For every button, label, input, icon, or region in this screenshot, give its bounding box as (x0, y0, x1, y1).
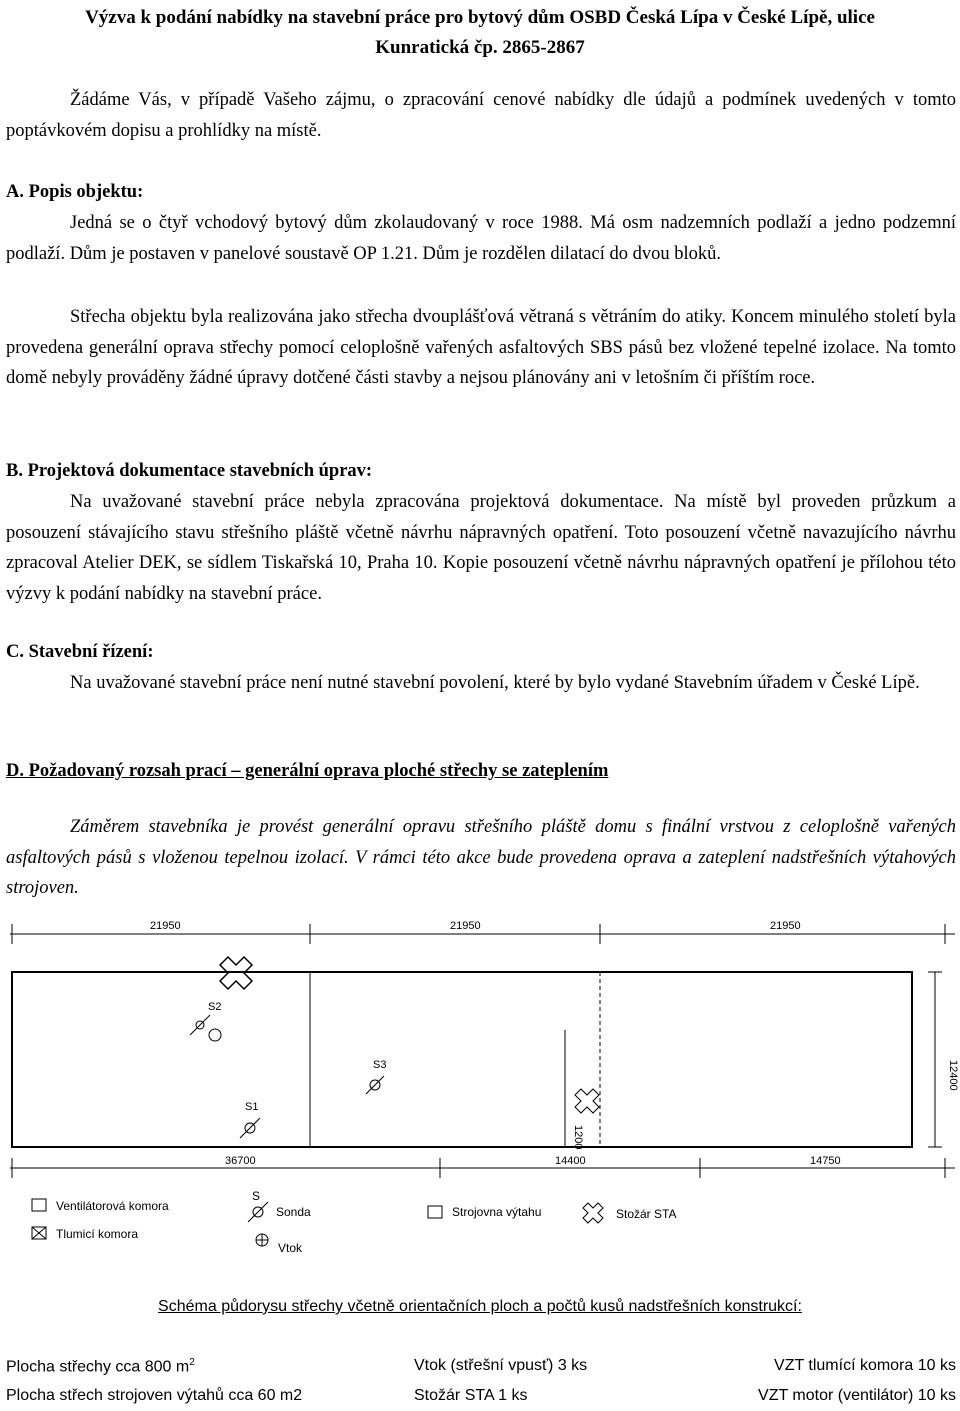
legend-s-letter: S (252, 1189, 261, 1203)
elevator-roof-area: Plocha střech strojoven výtahů cca 60 m2 (6, 1387, 303, 1404)
section-a-heading: A. Popis objektu: (6, 182, 144, 202)
dim-right: 12400 (947, 1060, 959, 1091)
drain-count: Vtok (střešní vpusť) 3 ks (414, 1357, 588, 1374)
section-c-paragraph: Na uvažované stavební práce není nutné stavební povolení, které by bylo vydané Stavebním úřadem v České Lípě. (70, 673, 920, 693)
dim-top-3: 21950 (770, 920, 801, 932)
section-d-paragraph: Záměrem stavebníka je provést generální opravu střešního pláště domu s finální vrstvou z celoplošně vařených asfaltových pásů s vloženou tepelnou izolací. V rámci této akce bude provedena oprava a zateplení nadstřešních výtahových strojoven. (6, 817, 956, 898)
probe-s1-label: S1 (245, 1101, 259, 1113)
section-a-paragraph-2: Střecha objektu byla realizována jako střecha dvouplášťová větraná s větráním do atiky. Koncem minulého století byla provedena generální oprava střechy pomocí celoplošně vařených asfaltových SBS pásů bez vložené tepelné izolace. Na tomto domě nebyly prováděny žádné úpravy dotčené části stavby a nejsou plánovány ani v letošním či příštím roce. (6, 307, 956, 388)
dim-bottom-3: 14750 (810, 1155, 841, 1167)
strojovna-legend-icon (428, 1206, 442, 1218)
drain-marker-1 (209, 1029, 221, 1041)
document-title (0, 3, 960, 63)
stozar-symbol-plan (575, 1089, 599, 1113)
roof-area-text (6, 1357, 195, 1376)
roof-area-unit-sup: 2 (189, 1357, 195, 1368)
section-b-paragraph: Na uvažované stavební práce nebyla zpracována projektová dokumentace. Na místě byl proveden průzkum a posouzení stávajícího stavu střešního pláště včetně návrhu nápravných opatření. Toto posouzení včetně navazujícího návrhu zpracoval Atelier DEK, se sídlem Tiskařská 10, Praha 10. Kopie posouzení včetně návrhu nápravných opatření je přílohou této výzvy k podání nabídky na stavební práce. (6, 492, 956, 604)
probe-s2-label: S2 (208, 1001, 222, 1013)
legend-stozar: Stožár STA (616, 1207, 677, 1221)
vzt-motor-count: VZT motor (ventilátor) 10 ks (758, 1387, 956, 1404)
ventilator-legend-icon (32, 1199, 46, 1211)
intro-paragraph: Žádáme Vás, v případě Vašeho zájmu, o zpracování cenové nabídky dle údajů a podmínek uvedených v tomto poptávkovém dopisu a prohlídky na místě. (6, 90, 956, 141)
drawing-caption: Schéma půdorysu střechy včetně orientačních ploch a počtů kusů nadstřešních konstrukcí: (158, 1298, 802, 1315)
title-line-1: Výzva k podání nabídky na stavební práce pro bytový dům OSBD Česká Lípa v České Lípě, ulice (85, 7, 875, 28)
building-outline (12, 972, 912, 1150)
sta-mast-count: Stožár STA 1 ks (414, 1387, 528, 1404)
title-line-2: Kunratická čp. 2865-2867 (375, 37, 585, 58)
section-a-paragraph-1: Jedná se o čtyř vchodový bytový dům zkolaudovaný v roce 1988. Má osm nadzemních podlaží a jedno podzemní podlaží. Dům je postaven v panelové soustavě OP 1.21. Dům je rozdělen dilatací do dvou bloků. (6, 213, 956, 264)
roof-plan-drawing (0, 910, 960, 1260)
section-c-heading: C. Stavební řízení: (6, 642, 154, 662)
probe-s3-label: S3 (373, 1059, 387, 1071)
dim-bottom-2: 14400 (555, 1155, 586, 1167)
stozar-legend-icon (583, 1203, 603, 1223)
vzt-chamber-count: VZT tlumící komora 10 ks (774, 1357, 956, 1374)
roof-area-value: Plocha střechy cca 800 m (6, 1358, 190, 1376)
legend-ventilator: Ventilátorová komora (56, 1199, 169, 1213)
section-b-heading: B. Projektová dokumentace stavebních úprav: (6, 461, 373, 481)
legend-vtok: Vtok (278, 1241, 303, 1255)
legend-tlumici: Tlumicí komora (56, 1227, 139, 1241)
dim-top-2: 21950 (450, 920, 481, 932)
legend-sonda: Sonda (276, 1205, 311, 1219)
dim-bottom-1: 36700 (225, 1155, 256, 1167)
legend-strojovna: Strojovna výtahu (452, 1205, 542, 1219)
dim-top-1: 21950 (150, 920, 181, 932)
dim-inner: 1200 (572, 1125, 584, 1150)
section-d-heading: D. Požadovaný rozsah prací – generální oprava ploché střechy se zateplením (6, 761, 609, 781)
